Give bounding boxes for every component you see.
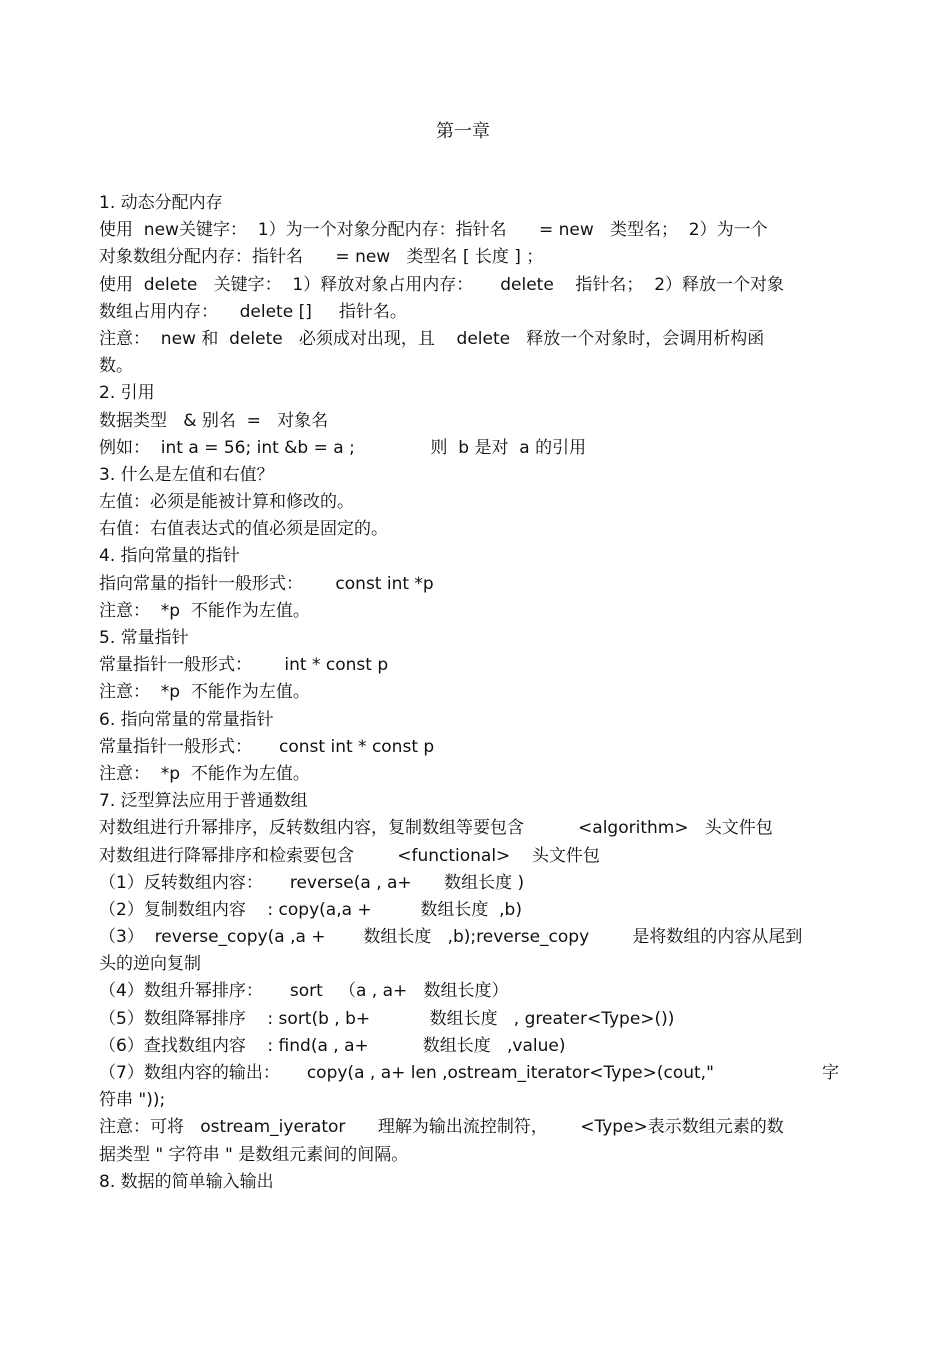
text-line: 注意： *p 不能作为左值。: [99, 763, 310, 784]
chapter-title: 第一章: [436, 121, 490, 142]
text-line: 符串 "));: [99, 1090, 166, 1111]
section-heading-6: 6. 指向常量的常量指针: [99, 709, 274, 730]
text-line: 数。: [99, 356, 133, 377]
text-line: 注意： new 和 delete 必须成对出现，且 delete 释放一个对象时，会调用析构函: [99, 328, 765, 349]
section-heading-5: 5. 常量指针: [99, 628, 189, 648]
text-line: 对象数组分配内存：指针名 = new 类型名 [ 长度 ] ；: [99, 247, 544, 268]
text-line: 右值：右值表达式的值必须是固定的。: [99, 519, 388, 540]
text-line: 使用 new关键字： 1）为一个对象分配内存：指针名 = new 类型名； 2）为一个: [99, 220, 768, 241]
list-item: （5）数组降幂排序 : sort(b , b+ 数组长度 , greater<Type>()): [99, 1008, 675, 1029]
text-line: 使用 delete 关键字： 1）释放对象占用内存： delete 指针名； 2）释放一个对象: [99, 274, 785, 295]
text-line: 左值：必须是能被计算和修改的。: [99, 492, 354, 513]
list-item: （3） reverse_copy(a ,a + 数组长度 ,b);reverse_copy 是将数组的内容从尾到: [99, 927, 803, 948]
text-line: 对数组进行升幂排序，反转数组内容，复制数组等要包含 <algorithm> 头文件包: [99, 818, 773, 839]
text-line: 例如： int a = 56; int &b = a ; 则 b 是对 a 的引用: [99, 437, 587, 458]
body-text: [99, 190, 839, 1196]
text-line: 头的逆向复制: [99, 954, 201, 975]
list-item: （1）反转数组内容： reverse(a , a+ 数组长度 ): [99, 872, 525, 893]
list-item: （2）复制数组内容 : copy(a,a + 数组长度 ,b): [99, 899, 522, 920]
text-line: 指向常量的指针一般形式： const int *p: [99, 573, 434, 594]
text-line: 注意： *p 不能作为左值。: [99, 682, 310, 703]
section-heading-1: 1. 动态分配内存: [99, 193, 223, 213]
section-heading-7: 7. 泛型算法应用于普通数组: [99, 791, 308, 812]
text-line: 注意：可将 ostream_iyerator 理解为输出流控制符， <Type>表示数组元素的数: [99, 1117, 784, 1138]
text-line: 数据类型 & 别名 = 对象名: [99, 410, 329, 431]
section-heading-3: 3. 什么是左值和右值？: [99, 464, 274, 485]
section-heading-4: 4. 指向常量的指针: [99, 546, 240, 567]
list-item: （4）数组升幂排序： sort （a , a+ 数组长度）: [99, 981, 509, 1002]
text-line: 据类型 " 字符串 " 是数组元素间的间隔。: [99, 1144, 409, 1165]
list-item: （6）查找数组内容 : find(a , a+ 数组长度 ,value): [99, 1035, 566, 1056]
text-line: 常量指针一般形式： const int * const p: [99, 736, 435, 757]
text-line: 注意： *p 不能作为左值。: [99, 600, 310, 621]
list-item: （7）数组内容的输出： copy(a , a+ len ,ostream_iterator<Type>(cout," 字: [99, 1063, 839, 1083]
section-heading-8: 8. 数据的简单输入输出: [99, 1171, 274, 1192]
text-line: 对数组进行降幂排序和检索要包含 <functional> 头文件包: [99, 845, 600, 866]
text-line: 常量指针一般形式： int * const p: [99, 655, 389, 676]
section-heading-2: 2. 引用: [99, 383, 155, 404]
text-line: 数组占用内存： delete [] 指针名。: [99, 301, 407, 322]
